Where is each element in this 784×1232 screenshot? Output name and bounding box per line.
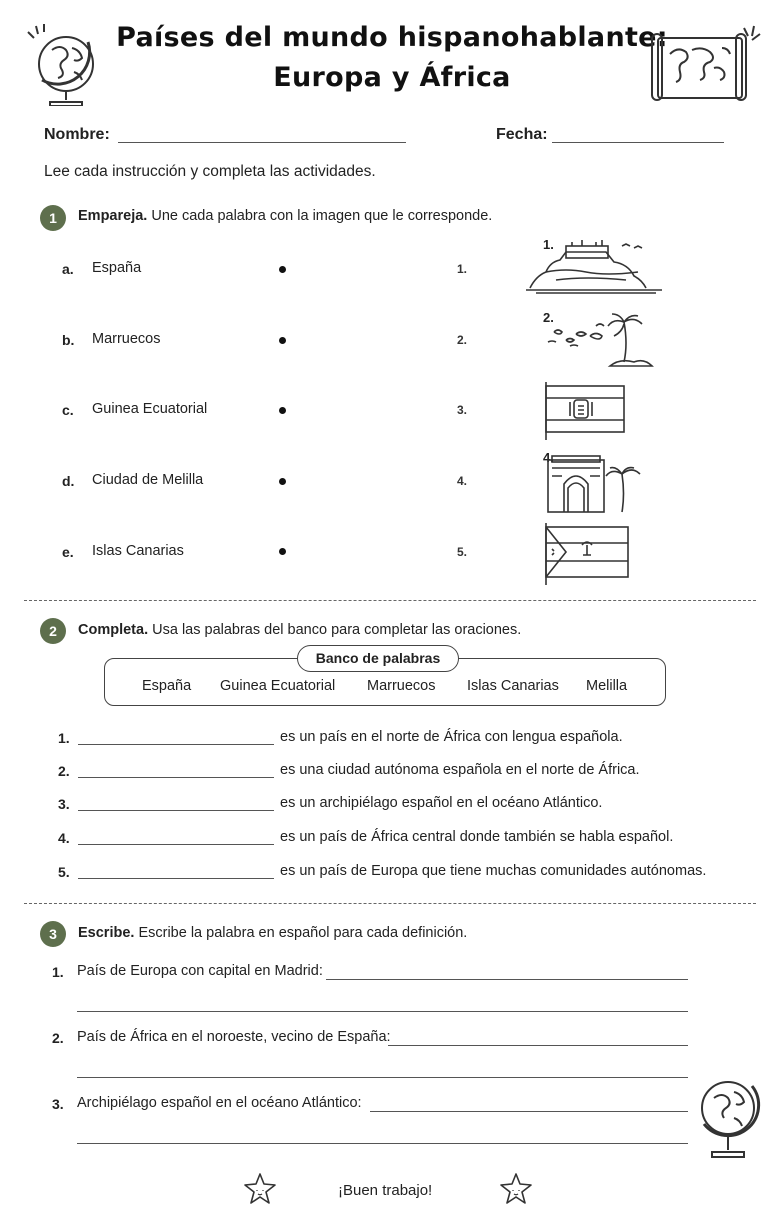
spain-flag-icon xyxy=(542,380,628,442)
sentence-number: 1. xyxy=(58,730,70,746)
sentence-blank[interactable] xyxy=(78,810,274,811)
definition-number: 1. xyxy=(52,964,64,980)
sentence-text: es un país de Europa que tiene muchas comunidades autónomas. xyxy=(280,863,707,879)
section3-instruction: Escribe la palabra en español para cada definición. xyxy=(138,925,468,941)
section2-title: Completa. xyxy=(78,622,149,638)
answer-line[interactable] xyxy=(77,1011,688,1012)
picture-number: 4. xyxy=(543,450,554,465)
definition-number: 2. xyxy=(52,1030,64,1046)
bank-word: España xyxy=(142,678,192,694)
section1-badge: 1 xyxy=(40,205,66,231)
item-word: Ciudad de Melilla xyxy=(92,472,204,488)
section1-header xyxy=(78,208,492,224)
match-mark-right[interactable]: 3. xyxy=(457,403,468,417)
item-word: Guinea Ecuatorial xyxy=(92,401,208,417)
picture-number: 2. xyxy=(543,310,554,325)
date-label: Fecha: xyxy=(496,126,548,143)
section3-title: Escribe. xyxy=(78,925,135,941)
match-dot-left[interactable] xyxy=(279,478,286,485)
item-word: Marruecos xyxy=(92,331,161,347)
sentence-number: 4. xyxy=(58,830,70,846)
bank-word: Marruecos xyxy=(367,678,436,694)
bank-word: Melilla xyxy=(586,678,628,694)
answer-line[interactable] xyxy=(370,1111,688,1112)
bank-word: Islas Canarias xyxy=(467,678,559,694)
section3-badge: 3 xyxy=(40,921,66,947)
name-label: Nombre: xyxy=(44,126,110,143)
map-scroll-icon xyxy=(648,24,766,104)
section-divider xyxy=(24,600,756,601)
intro-text: Lee cada instrucción y completa las actividades. xyxy=(44,163,376,180)
sentence-text: es un país en el norte de África con lengua española. xyxy=(280,729,623,745)
name-field[interactable] xyxy=(118,142,406,143)
islands-palm-icon xyxy=(540,312,656,368)
coastal-fortress-icon xyxy=(526,238,662,294)
section1-title: Empareja. xyxy=(78,208,148,224)
answer-line[interactable] xyxy=(77,1077,688,1078)
sentence-number: 5. xyxy=(58,864,70,880)
item-word: España xyxy=(92,260,142,276)
page-title-line2: Europa y África xyxy=(273,62,511,93)
definition-text: País de África en el noroeste, vecino de España: xyxy=(77,1029,391,1045)
match-dot-left[interactable] xyxy=(279,266,286,273)
section1-instruction: Une cada palabra con la imagen que le corresponde. xyxy=(151,208,493,224)
sentence-number: 3. xyxy=(58,796,70,812)
word-bank-title: Banco de palabras xyxy=(297,645,459,672)
answer-line[interactable] xyxy=(326,979,688,980)
answer-line[interactable] xyxy=(388,1045,688,1046)
section-divider xyxy=(24,903,756,904)
item-letter: c. xyxy=(62,402,74,418)
sentence-blank[interactable] xyxy=(78,777,274,778)
equatorial-guinea-flag-icon xyxy=(542,521,632,587)
sentence-text: es una ciudad autónoma española en el norte de África. xyxy=(280,762,640,778)
melilla-gate-palm-icon xyxy=(542,452,642,514)
match-dot-left[interactable] xyxy=(279,337,286,344)
footer-text: ¡Buen trabajo! xyxy=(338,1182,433,1199)
picture-number: 1. xyxy=(543,237,554,252)
item-letter: d. xyxy=(62,473,75,489)
item-letter: a. xyxy=(62,261,74,277)
bank-word: Guinea Ecuatorial xyxy=(220,678,336,694)
sentence-blank[interactable] xyxy=(78,878,274,879)
match-mark-right[interactable]: 5. xyxy=(457,545,468,559)
sentence-text: es un archipiélago español en el océano Atlántico. xyxy=(280,795,603,811)
date-field[interactable] xyxy=(552,142,724,143)
section2-instruction: Usa las palabras del banco para completar las oraciones. xyxy=(152,622,522,638)
definition-text: País de Europa con capital en Madrid: xyxy=(77,963,323,979)
item-letter: b. xyxy=(62,332,75,348)
match-mark-right[interactable]: 4. xyxy=(457,474,468,488)
section2-header xyxy=(78,622,521,638)
star-icon xyxy=(243,1172,277,1206)
sentence-text: es un país de África central donde también se habla español. xyxy=(280,829,674,845)
section3-header xyxy=(78,925,467,941)
match-dot-left[interactable] xyxy=(279,407,286,414)
item-letter: e. xyxy=(62,544,74,560)
match-dot-left[interactable] xyxy=(279,548,286,555)
definition-number: 3. xyxy=(52,1096,64,1112)
item-word: Islas Canarias xyxy=(92,543,184,559)
sentence-blank[interactable] xyxy=(78,844,274,845)
match-mark-right[interactable]: 1. xyxy=(457,262,468,276)
match-mark-right[interactable]: 2. xyxy=(457,333,468,347)
answer-line[interactable] xyxy=(77,1143,688,1144)
globe-icon xyxy=(694,1072,766,1160)
star-icon xyxy=(499,1172,533,1206)
definition-text: Archipiélago español en el océano Atlántico: xyxy=(77,1095,362,1111)
sentence-number: 2. xyxy=(58,763,70,779)
page-title-line1: Países del mundo hispanohablante: xyxy=(116,22,668,53)
section2-badge: 2 xyxy=(40,618,66,644)
sentence-blank[interactable] xyxy=(78,744,274,745)
